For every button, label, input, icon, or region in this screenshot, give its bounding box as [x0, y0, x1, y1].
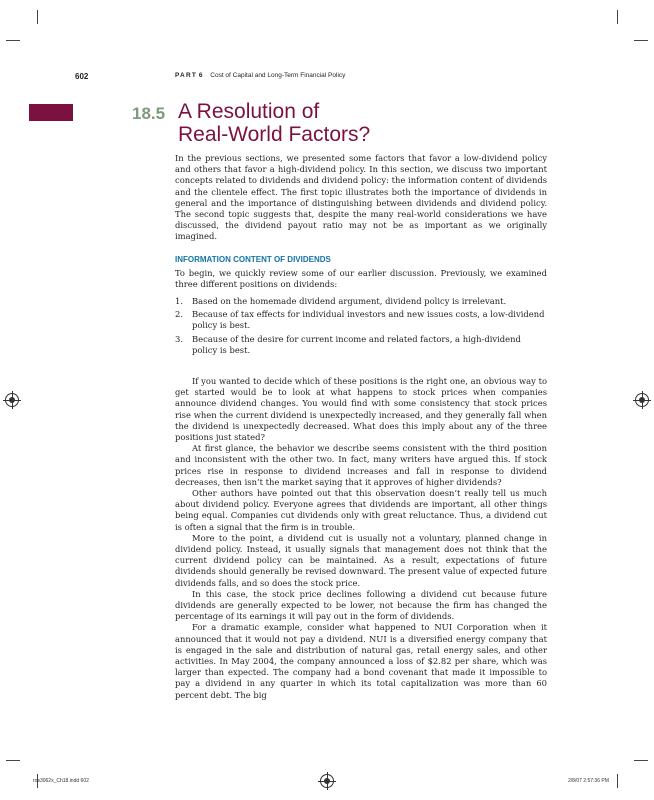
intro-paragraph [175, 153, 547, 243]
crop-mark [634, 40, 648, 41]
list-number: 2. [175, 309, 183, 320]
part-label: PART [175, 72, 198, 79]
list-item [175, 296, 547, 307]
crop-mark [6, 760, 20, 761]
paragraph: If you wanted to decide which of these positions is the right one, an obvious way to get started would be to look at what happens to stock prices when companies announce dividend changes. You would find with some consistency that stock prices rise when the current dividend is unexpectedly increased, and they generally fall when the dividend is unexpectedly decreased. What does this imply about any of the three positions just stated? [175, 376, 547, 443]
registration-mark-icon [320, 774, 334, 788]
list-item [175, 309, 547, 331]
section-title [178, 100, 370, 146]
paragraph: For a dramatic example, consider what happened to NUI Corporation when it announced that it would not pay a dividend. NUI is a diversified energy company that is engaged in the sale and distribution of natural gas, retail energy sales, and other activities. In May 2004, the company announced a loss of $2.82 per share, which was larger than expected. The company had a bond covenant that made it impossible to pay a dividend in any quarter in which its total capitalization was more than 60 percent debt. The big [175, 622, 547, 700]
paragraph: Other authors have pointed out that this observation doesn’t really tell us much about dividend policy. Everyone agrees that dividends are important, all other things being equal. Companies cut dividends only with great reluctance. Thus, a dividend cut is often a signal that the firm is in trouble. [175, 488, 547, 532]
subsection-heading: INFORMATION CONTENT OF DIVIDENDS [175, 255, 331, 264]
crop-mark [617, 774, 618, 788]
crop-mark [634, 760, 648, 761]
crop-mark [6, 40, 20, 41]
list-item-text: Based on the homemade dividend argument, dividend policy is irrelevant. [192, 296, 507, 306]
positions-list [175, 296, 547, 358]
paragraph: At first glance, the behavior we describe seems consistent with the third position and inconsistent with the other two. In fact, many writers have argued this. If stock prices rise in response to dividend increases and fall in response to dividend decreases, then isn’t the market saying that it approves of higher dividends? [175, 443, 547, 487]
list-item-text: Because of tax effects for individual investors and new issues costs, a low-dividend policy is best. [192, 309, 545, 331]
body-text [175, 376, 547, 701]
registration-mark-icon [635, 393, 649, 407]
paragraph: To begin, we quickly review some of our earlier discussion. Previously, we examined three different positions on dividends: [175, 268, 547, 290]
section-title-line: Real-World Factors? [178, 123, 371, 146]
crop-mark [37, 10, 38, 24]
section-tab [29, 104, 73, 121]
crop-mark [617, 10, 618, 24]
paragraph: More to the point, a dividend cut is usually not a voluntary, planned change in dividend policy. Instead, it usually signals that management does not think that the current dividend policy can be maintained. As a result, expectations of future dividends should generally be revised downward. The present value of expected future dividends falls, and so does the stock price. [175, 532, 547, 588]
lead-paragraph [175, 268, 547, 290]
part-number: 6 [198, 72, 203, 79]
page-number: 602 [75, 72, 89, 81]
section-number: 18.5 [132, 104, 166, 123]
footer-timestamp: 2/8/07 2:57:36 PM [568, 778, 609, 784]
paragraph: In this case, the stock price declines following a dividend cut because future dividends are generally expected to be lower, not because the firm has changed the percentage of its earnings it will pay out in the form of dividends. [175, 588, 547, 622]
part-title: Cost of Capital and Long-Term Financial Policy [210, 72, 346, 79]
list-number: 1. [175, 296, 183, 306]
list-item [175, 334, 547, 356]
footer-file-slug: ros3062x_Ch18.indd 602 [33, 778, 89, 784]
section-title-line: A Resolution of [178, 100, 320, 123]
running-header [175, 72, 345, 79]
list-number: 3. [175, 333, 183, 344]
registration-mark-icon [5, 393, 19, 407]
paragraph: In the previous sections, we presented some factors that favor a low-dividend policy and others that favor a high-dividend policy. In this section, we discuss two important concepts related to dividends and dividend policy: the information content of dividends and the clientele effect. The first topic illustrates both the importance of dividends in general and the importance of distinguishing between dividends and dividend policy. The second topic suggests that, despite the many real-world considerations we have discussed, the dividend payout ratio may not be as important as we originally imagined. [175, 153, 547, 242]
list-item-text: Because of the desire for current income and related factors, a high-dividend policy is best. [192, 333, 521, 355]
